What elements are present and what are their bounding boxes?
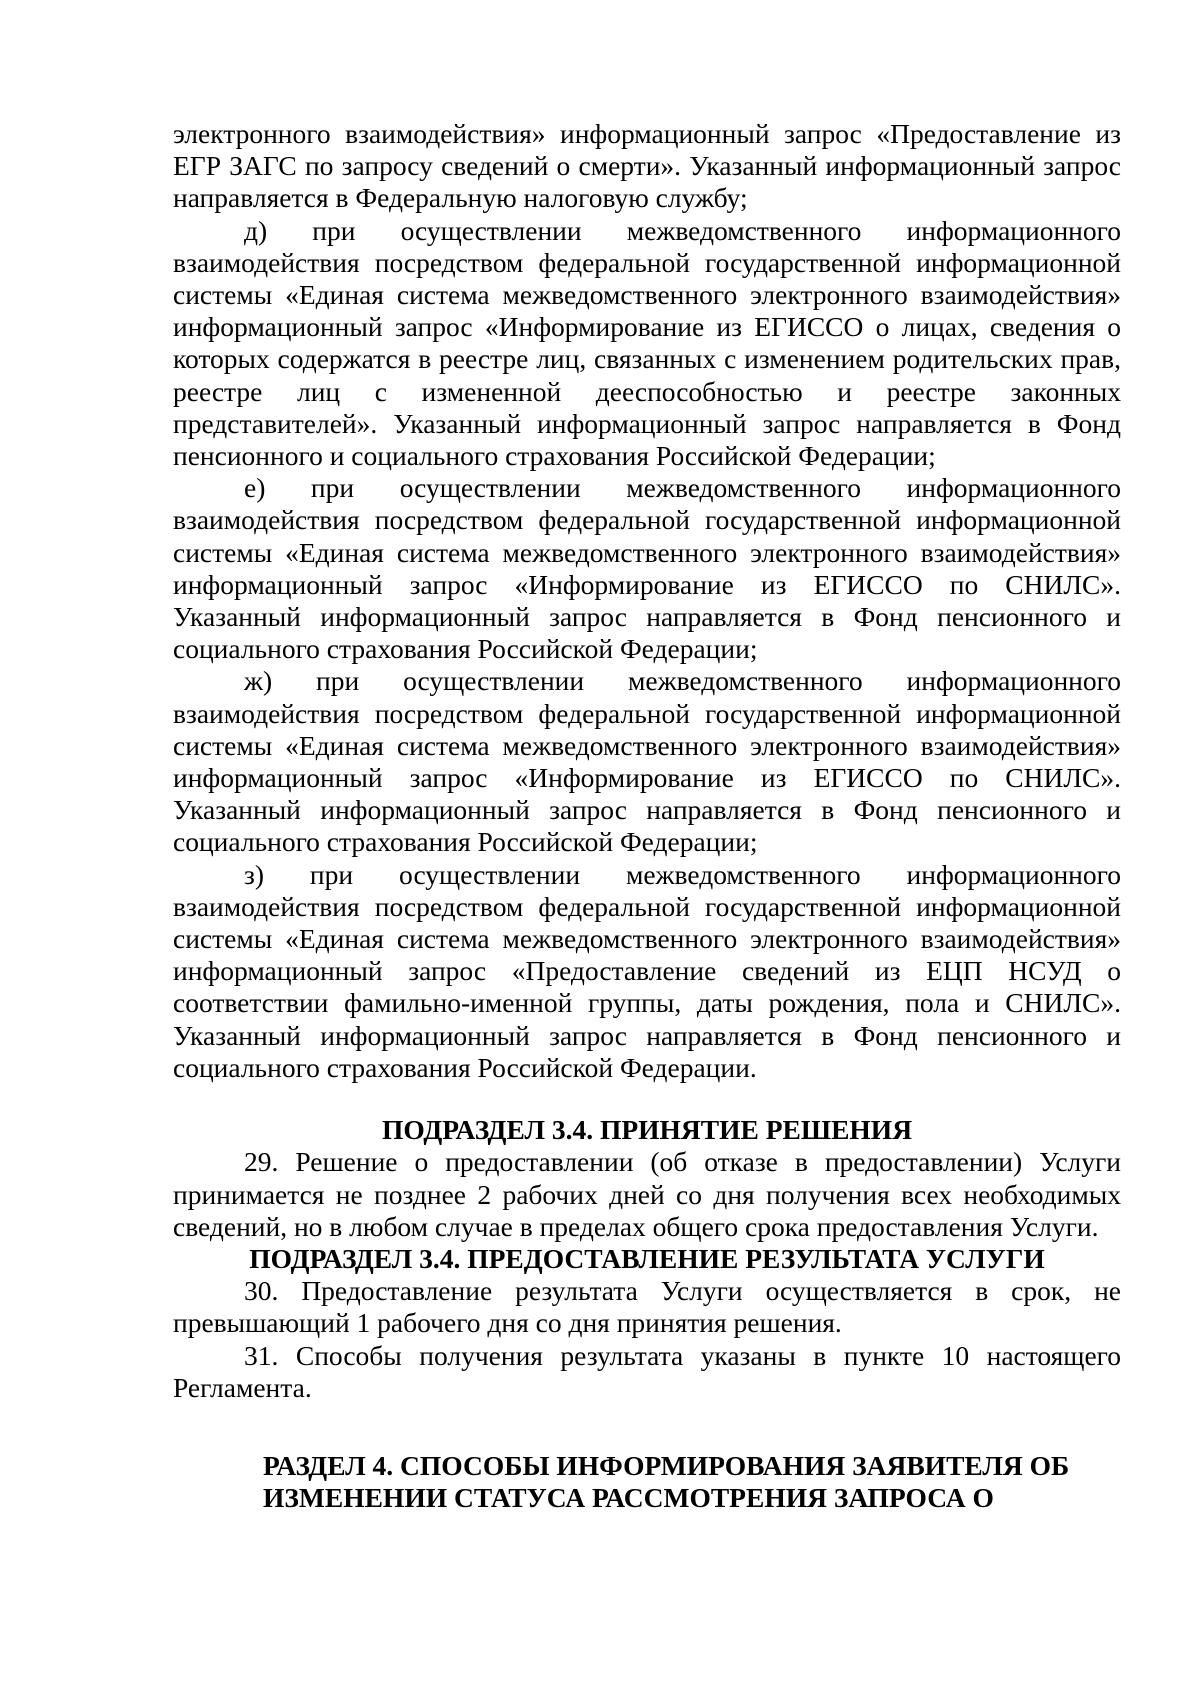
paragraph-30: 30. Предоставление результата Услуги осуществляется в срок, не превышающий 1 рабочего дня со дня принятия решения. — [173, 1275, 1121, 1339]
paragraph-continued: электронного взаимодействия» информационный запрос «Предоставление из ЕГР ЗАГС по запросу сведений о смерти». Указанный информационный запрос направляется в Федеральную налоговую службу; — [173, 118, 1121, 214]
document-page — [173, 118, 1121, 1514]
paragraph-item-z: з) при осуществлении межведомственного информационного взаимодействия посредством федеральной государственной информационной системы «Единая система межведомственного электронного взаимодействия» информационный запрос «Предоставление сведений из ЕЦП НСУД о соответствии фамильно-именной группы, даты рождения, пола и СНИЛС». Указанный информационный запрос направляется в Фонд пенсионного и социального страхования Российской Федерации. — [173, 858, 1121, 1083]
paragraph-31: 31. Способы получения результата указаны в пункте 10 настоящего Регламента. — [173, 1339, 1121, 1403]
subsection-heading-result: ПОДРАЗДЕЛ 3.4. ПРЕДОСТАВЛЕНИЕ РЕЗУЛЬТАТА УСЛУГИ — [249, 1242, 1045, 1274]
paragraph-item-zh: ж) при осуществлении межведомственного информационного взаимодействия посредством федеральной государственной информационной системы «Единая система межведомственного электронного взаимодействия» информационный запрос «Информирование из ЕГИССО по СНИЛС». Указанный информационный запрос направляется в Фонд пенсионного и социального страхования Российской Федерации; — [173, 665, 1121, 858]
paragraph-29: 29. Решение о предоставлении (об отказе в предоставлении) Услуги принимается не позднее 2 рабочих дней со дня получения всех необходимых сведений, но в любом случае в пределах общего срока предоставления Услуги. — [173, 1146, 1121, 1242]
section-4-heading-line1: РАЗДЕЛ 4. СПОСОБЫ ИНФОРМИРОВАНИЯ ЗАЯВИТЕЛЯ ОБ — [263, 1449, 1070, 1481]
section-4-heading — [173, 1450, 1121, 1514]
subsection-heading-decision: ПОДРАЗДЕЛ 3.4. ПРИНЯТИЕ РЕШЕНИЯ — [381, 1114, 913, 1146]
paragraph-item-d: д) при осуществлении межведомственного информационного взаимодействия посредством федеральной государственной информационной системы «Единая система межведомственного электронного взаимодействия» информационный запрос «Информирование из ЕГИССО о лицах, сведения о которых содержатся в реестре лиц, связанных с изменением родительских прав, реестре лиц с измененной дееспособностью и реестре законных представителей». Указанный информационный запрос направляется в Фонд пенсионного и социального страхования Российской Федерации; — [173, 214, 1121, 472]
paragraph-item-e: е) при осуществлении межведомственного информационного взаимодействия посредством федеральной государственной информационной системы «Единая система межведомственного электронного взаимодействия» информационный запрос «Информирование из ЕГИССО по СНИЛС». Указанный информационный запрос направляется в Фонд пенсионного и социального страхования Российской Федерации; — [173, 472, 1121, 665]
section-4-heading-line2: ИЗМЕНЕНИИ СТАТУСА РАССМОТРЕНИЯ ЗАПРОСА О — [263, 1481, 994, 1513]
